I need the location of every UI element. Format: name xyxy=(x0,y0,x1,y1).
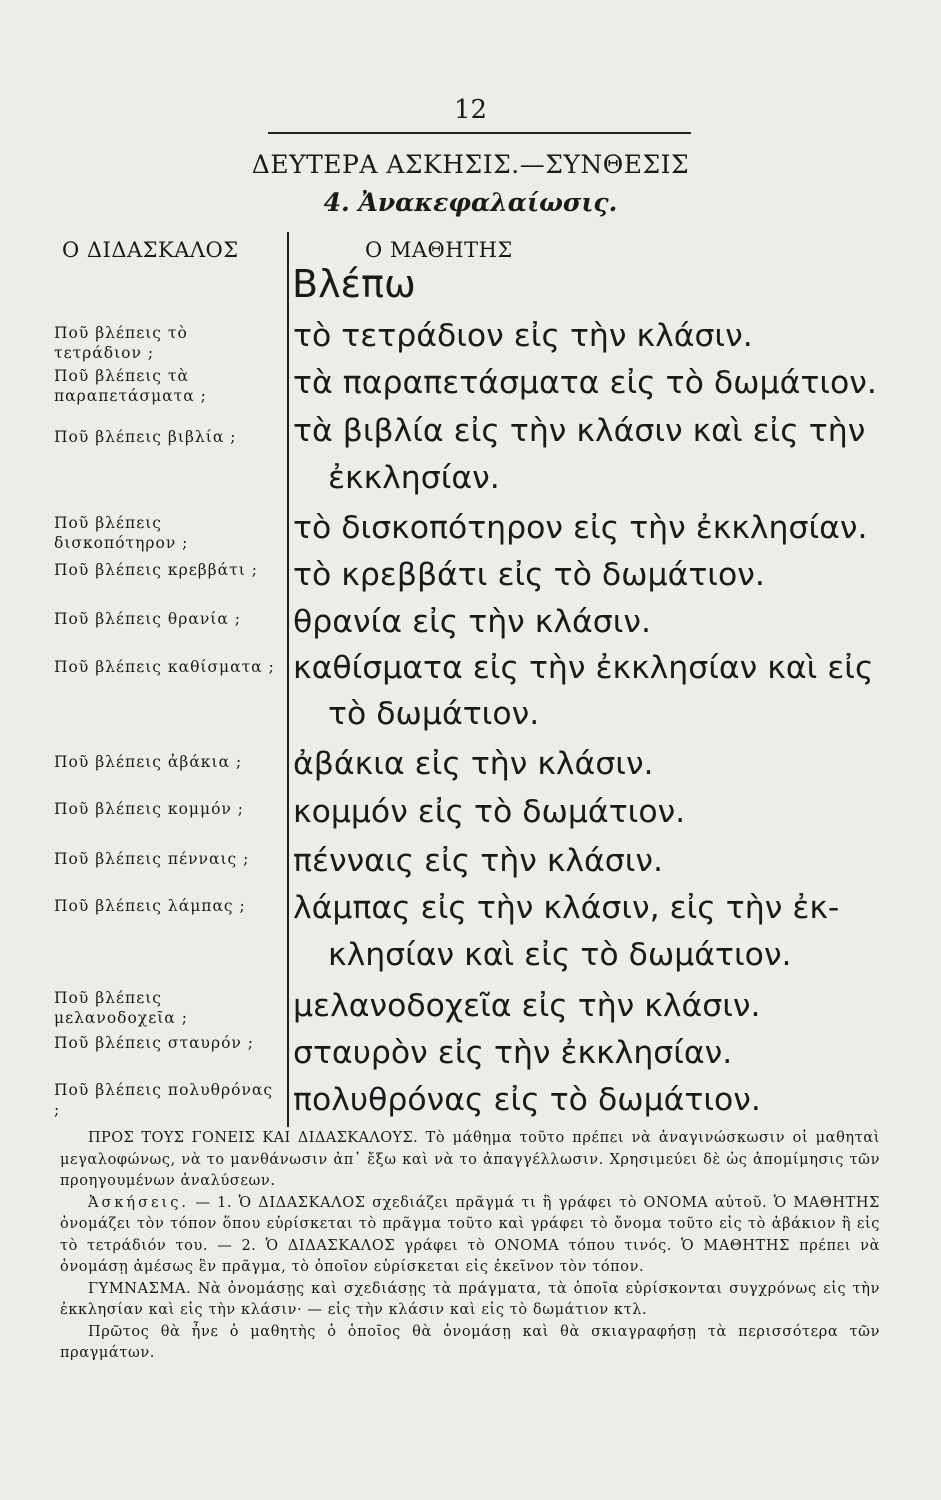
column-divider xyxy=(287,232,289,1127)
parents-text: Τὸ μάθημα τοῦτο πρέπει νὰ ἀναγινώσκωσιν οἱ μαθηταὶ μεγαλοφώνως, νὰ το μανθάνωσιν ἀπ᾽ ἔξω καὶ νὰ το ἀπαγγέλλωσιν. Χρησιμεύει δὲ ὡς ἀπομίμησις τῶν προηγουμένων ἀναλύσεων. xyxy=(60,1130,880,1189)
subtitle: 4. Ἀνακεφαλαίωσις. xyxy=(323,188,618,217)
question: Ποῦ βλέπεις βιβλία ; xyxy=(54,428,237,446)
instructions xyxy=(60,1128,880,1365)
closing-note: Πρῶτος θὰ ἦνε ὁ μαθητὴς ὁ ὁποῖος θὰ ὀνομάσῃ καὶ θὰ σκιαγραφήσῃ τὰ περισσότερα τῶν πραγμάτων. xyxy=(60,1323,880,1361)
answer-line: θρανία εἰς τὴν κλάσιν. xyxy=(293,604,651,640)
exercises-label: Ἀσκήσεις. xyxy=(88,1194,189,1211)
parents-note xyxy=(60,1128,880,1193)
answer-line: τὰ βιβλία εἰς τὴν κλάσιν καὶ εἰς τὴν xyxy=(293,413,866,449)
answer-line: κλησίαν καὶ εἰς τὸ δωμάτιον. xyxy=(328,937,792,973)
lead-word: Βλέπω xyxy=(292,262,416,306)
question: Ποῦ βλέπεις τὸ τετράδιον ; xyxy=(54,324,188,362)
question: Ποῦ βλέπεις δισκοπότηρον ; xyxy=(54,514,189,552)
answer-line: τὸ κρεββάτι εἰς τὸ δωμάτιον. xyxy=(293,557,765,593)
answer-line: λάμπας εἰς τὴν κλάσιν, εἰς τὴν ἐκ- xyxy=(293,890,840,926)
parents-heading: ΠΡΟΣ ΤΟΥΣ ΓΟΝΕΙΣ ΚΑΙ ΔΙΔΑΣΚΑΛΟΥΣ. xyxy=(88,1130,419,1146)
question: Ποῦ βλέπεις τὰ παραπετάσματα ; xyxy=(54,367,207,405)
question: Ποῦ βλέπεις κομμόν ; xyxy=(54,800,244,818)
header-rule xyxy=(268,132,691,134)
section-title: ΔΕΥΤΕΡΑ ΑΣΚΗΣΙΣ.—ΣΥΝΘΕΣΙΣ xyxy=(251,150,690,179)
question: Ποῦ βλέπεις σταυρόν ; xyxy=(54,1034,254,1052)
exercises-text: — 1. Ὁ ΔΙΔΑΣΚΑΛΟΣ σχεδιάζει πρᾶγμά τι ἢ γράφει τὸ ΟΝΟΜΑ αὐτοῦ. Ὁ ΜΑΘΗΤΗΣ ὀνομάζει τὸν τόπον ὅπου εὑρίσκεται τὸ πρᾶγμα τοῦτο καὶ γράφει τὸ ὄνομα τοῦτο εἰς τὸ ἀβάκιον ἢ εἰς τὸ τετράδιόν του. — 2. Ὁ ΔΙΔΑΣΚΑΛΟΣ γράφει τὸ ΟΝΟΜΑ τόπου τινός. Ὁ ΜΑΘΗΤΗΣ πρέπει νὰ ὀνομάσῃ ἀμέσως ἓν πρᾶγμα, τὸ ὁποῖον εὑρίσκεται εἰς ἐκεῖνον τὸν τόπον. xyxy=(60,1194,880,1275)
answer-line: μελανοδοχεῖα εἰς τὴν κλάσιν. xyxy=(293,988,761,1024)
page-number: 12 xyxy=(453,95,488,125)
gymnasma-note xyxy=(60,1279,880,1322)
answer-line: τὸ δωμάτιον. xyxy=(328,696,540,732)
answer-line: καθίσματα εἰς τὴν ἐκκλησίαν καὶ εἰς xyxy=(293,650,874,686)
answer-line: πένναις εἰς τὴν κλάσιν. xyxy=(293,843,664,879)
question: Ποῦ βλέπεις καθίσματα ; xyxy=(54,658,275,676)
answer-line: τὰ παραπετάσματα εἰς τὸ δωμάτιον. xyxy=(293,365,877,401)
gymnasma-text: Νὰ ὀνομάσῃς καὶ σχεδιάσῃς τὰ πράγματα, τὰ ὁποῖα εὑρίσκονται συγχρόνως εἰς τὴν ἐκκλησίαν καὶ εἰς τὴν κλάσιν· — εἰς τὴν κλάσιν καὶ εἰς τὸ δωμάτιον κτλ. xyxy=(60,1280,880,1318)
answer-line: κομμόν εἰς τὸ δωμάτιον. xyxy=(293,794,686,830)
answer-line: ἀβάκια εἰς τὴν κλάσιν. xyxy=(293,746,654,782)
question: Ποῦ βλέπεις πένναις ; xyxy=(54,850,250,868)
question: Ποῦ βλέπεις ἀβάκια ; xyxy=(54,753,243,771)
student-column-heading: Ο ΜΑΘΗΤΗΣ xyxy=(365,238,513,262)
question: Ποῦ βλέπεις μελανοδοχεῖα ; xyxy=(54,989,188,1027)
answer-line: τὸ δισκοπότηρον εἰς τὴν ἐκκλησίαν. xyxy=(293,510,868,546)
answer-line: ἐκκλησίαν. xyxy=(328,460,500,496)
exercises-note xyxy=(60,1193,880,1279)
question: Ποῦ βλέπεις κρεββάτι ; xyxy=(54,561,258,579)
question: Ποῦ βλέπεις πολυθρόνας ; xyxy=(54,1081,274,1119)
gymnasma-label: ΓΥΜΝΑΣΜΑ. xyxy=(88,1280,192,1297)
teacher-column-heading: Ο ΔΙΔΑΣΚΑΛΟΣ xyxy=(62,238,239,262)
answer-line: τὸ τετράδιον εἰς τὴν κλάσιν. xyxy=(293,318,753,354)
answer-line: πολυθρόνας εἰς τὸ δωμάτιον. xyxy=(293,1082,761,1118)
question: Ποῦ βλέπεις θρανία ; xyxy=(54,610,241,628)
question: Ποῦ βλέπεις λάμπας ; xyxy=(54,897,246,915)
answer-line: σταυρὸν εἰς τὴν ἐκκλησίαν. xyxy=(293,1035,733,1071)
